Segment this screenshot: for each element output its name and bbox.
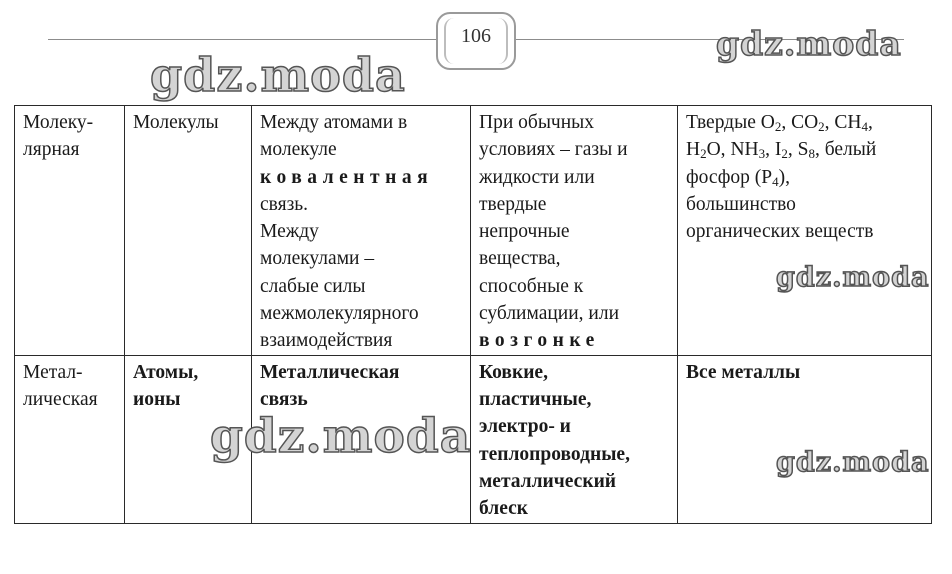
text-line: белый: [824, 139, 877, 161]
watermark-logo: gdz.moda: [210, 409, 472, 464]
header-rule-right: [512, 39, 904, 40]
formula: фосфор (P: [686, 166, 773, 188]
formula: O,: [706, 139, 726, 161]
text-line: вещества,: [479, 248, 561, 270]
page-number-frame: [444, 18, 508, 64]
text-line: При обычных: [479, 112, 595, 133]
text-line: жидкости или: [479, 166, 595, 188]
cell-particles: [125, 106, 252, 356]
text-line: Металлическая: [260, 361, 400, 383]
header-rule-left: [48, 39, 438, 40]
cell-bond-type: [252, 355, 471, 523]
cell-properties: [471, 106, 678, 356]
text-line: твердые: [479, 193, 547, 215]
formula: ),: [778, 166, 790, 188]
text-line: межмолекулярного: [260, 303, 419, 325]
crystal-lattice-table: [14, 105, 932, 524]
text-line: Атомы,: [133, 361, 199, 383]
text-line: ионы: [133, 388, 181, 410]
formula: S: [797, 139, 809, 161]
text-line: молекулами –: [260, 248, 375, 270]
text-line: Молеку-: [23, 112, 94, 133]
formula: O: [760, 112, 775, 133]
subscript: 4: [772, 173, 779, 189]
text-line: сублимации, или: [479, 303, 620, 325]
formula: I: [774, 139, 782, 161]
table-row: [15, 106, 932, 356]
text-line: связь.: [260, 193, 309, 215]
text-line: большинство: [686, 193, 796, 215]
cell-lattice-type: [15, 106, 125, 356]
page-number-badge: [436, 12, 516, 70]
subscript: 4: [861, 119, 869, 134]
cell-examples: Твердые $O_2$, $CO_2$, $CH_4$, $H_2O$, $NH_3$, $I_2$, $S_8$, белый фосфор $(P_4)$, большинство органических веществ: [678, 106, 932, 356]
formula: NH: [730, 139, 759, 161]
text-line: слабые силы: [260, 275, 366, 297]
text-line: связь: [260, 388, 308, 410]
text-line: органических веществ: [686, 221, 874, 243]
formula: CO: [791, 112, 819, 133]
cell-properties: [471, 355, 678, 523]
emphasis-text: ковалентная: [260, 166, 434, 188]
text-line: Все металлы: [686, 361, 801, 383]
text-line: пластичные,: [479, 388, 592, 410]
text-line: лярная: [23, 139, 80, 161]
formula: H: [686, 139, 701, 161]
subscript: 2: [700, 146, 707, 162]
text-line: Твердые: [686, 112, 756, 133]
cell-examples: [678, 355, 932, 523]
subscript: 2: [774, 119, 782, 134]
text-line: теплопроводные,: [479, 443, 630, 465]
watermark-logo: gdz.moda: [716, 24, 902, 63]
subscript: 2: [818, 119, 825, 134]
text-line: блеск: [479, 498, 528, 520]
text-line: Между: [260, 221, 319, 243]
text-line: электро- и: [479, 416, 571, 438]
text-line: Ковкие,: [479, 361, 548, 383]
text-line: металлический: [479, 470, 617, 492]
text-line: Между атомами в: [260, 112, 408, 133]
formula: CH: [834, 112, 862, 133]
cell-lattice-type: [15, 355, 125, 523]
text-line: молекуле: [260, 139, 337, 161]
text-line: Метал-: [23, 361, 83, 383]
page-number: 106: [461, 25, 491, 47]
watermark-logo: gdz.moda: [776, 447, 930, 478]
watermark-logo: gdz.moda: [150, 48, 406, 102]
subscript: 8: [808, 146, 815, 162]
subscript: 2: [781, 146, 788, 162]
emphasis-text: возгонке: [479, 330, 600, 352]
text-line: Молекулы: [133, 112, 219, 133]
cell-bond-type: [252, 106, 471, 356]
subscript: 3: [758, 146, 766, 162]
text-line: взаимодействия: [260, 330, 393, 352]
text-line: лическая: [23, 388, 98, 410]
table-row: [15, 355, 932, 523]
text-line: способные к: [479, 275, 584, 297]
text-line: условиях – газы и: [479, 139, 628, 161]
cell-particles: [125, 355, 252, 523]
text-line: непрочные: [479, 221, 570, 243]
watermark-logo: gdz.moda: [776, 262, 930, 293]
